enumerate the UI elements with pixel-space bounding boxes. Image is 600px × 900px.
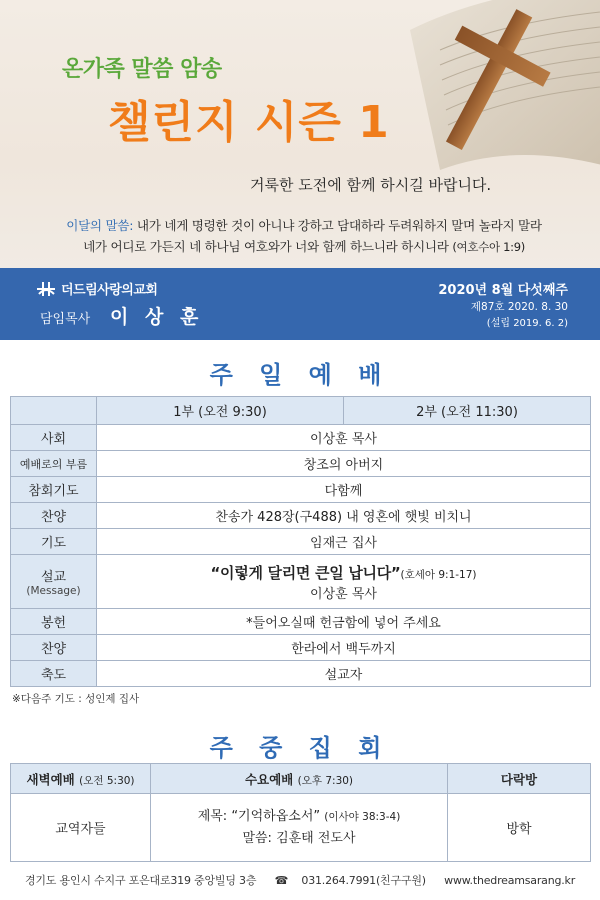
phone-icon: ☎	[274, 874, 289, 887]
row-value: 한라에서 백두까지	[97, 635, 591, 661]
weekday-meetings-title: 주 중 집 회	[209, 734, 391, 762]
service-header-row	[11, 397, 591, 425]
table-row	[11, 661, 591, 687]
wednesday-speaker: 말씀: 김훈태 전도사	[242, 830, 356, 846]
church-info-bar	[0, 268, 600, 340]
bible-cross-image	[370, 0, 600, 200]
row-label: 찬양	[11, 635, 97, 661]
verse-label: 이달의 말씀:	[66, 218, 134, 233]
meetings-header-row	[11, 764, 591, 794]
sermon-preacher: 이상훈 목사	[310, 586, 377, 602]
table-row	[11, 529, 591, 555]
church-address: 경기도 용인시 수지구 포은대로319 중앙빌딩 3층	[24, 874, 257, 887]
dawn-service-leader: 교역자들	[11, 794, 151, 862]
table-row	[11, 477, 591, 503]
row-value: 찬송가 428장(구488) 내 영혼에 햇빛 비치니	[97, 503, 591, 529]
row-value: 창조의 아버지	[97, 451, 591, 477]
pastor-name: 이 상 훈	[110, 306, 204, 328]
church-logo-icon	[35, 280, 57, 298]
row-value: 이상훈 목사	[97, 425, 591, 451]
wednesday-sermon-reference: (이사야 38:3-4)	[324, 810, 401, 823]
row-label: 예배로의 부름	[11, 451, 97, 477]
row-label: 사회	[11, 425, 97, 451]
row-value: 설교자	[97, 661, 591, 687]
sermon-row	[11, 555, 591, 609]
table-row	[11, 425, 591, 451]
banner-subtitle: 온가족 말씀 암송	[62, 57, 222, 82]
banner-title: 챌린지 시즌 1	[108, 97, 390, 148]
row-label: 축도	[11, 661, 97, 687]
sermon-label-ko: 설교	[40, 570, 67, 585]
founded-date: (설립 2019. 6. 2)	[486, 318, 568, 329]
sermon-label-en: (Message)	[26, 585, 81, 597]
table-row	[11, 635, 591, 661]
verse-line-1: 내가 네게 명령한 것이 아니냐 강하고 담대하라 두려워하지 말며 놀라지 말라	[136, 218, 542, 233]
row-value: *들어오실때 헌금함에 넣어 주세요	[97, 609, 591, 635]
issue-date: 2020년 8월 다섯째주	[438, 283, 568, 298]
sermon-title: “이렇게 달리면 큰일 납니다”	[210, 563, 401, 582]
banner-tagline: 거룩한 도전에 함께 하시길 바랍니다.	[250, 176, 492, 194]
table-row	[11, 609, 591, 635]
sermon-reference: (호세아 9:1-17)	[400, 568, 477, 581]
header-banner	[0, 0, 600, 268]
darak-status: 방학	[448, 794, 591, 862]
wednesday-sermon-title: 제목: “기억하옵소서”	[197, 808, 321, 824]
table-row	[11, 451, 591, 477]
row-label: 기도	[11, 529, 97, 555]
meetings-content-row	[11, 794, 591, 862]
verse-reference: (여호수아 1:9)	[452, 240, 525, 254]
website-link[interactable]: www.thedreamsarang.kr	[444, 874, 576, 887]
verse-line-2: 네가 어디로 가든지 네 하나님 여호와가 너와 함께 하느니라 하시니라	[83, 239, 449, 254]
row-label: 참회기도	[11, 477, 97, 503]
sunday-service-table	[10, 396, 591, 687]
table-row	[11, 503, 591, 529]
footer	[0, 872, 600, 888]
row-label: 찬양	[11, 503, 97, 529]
church-logo	[35, 279, 157, 298]
monthly-verse	[14, 215, 594, 258]
sunday-service-title: 주 일 예 배	[209, 361, 391, 389]
row-label: 봉헌	[11, 609, 97, 635]
darak-header: 다락방	[448, 764, 591, 794]
row-value: 다함께	[97, 477, 591, 503]
church-name: 더드림사랑의교회	[61, 283, 158, 298]
dawn-service-header	[11, 764, 151, 794]
wednesday-service-time: (오후 7:30)	[297, 774, 354, 787]
wednesday-service-label: 수요예배	[244, 771, 294, 787]
sermon-cell	[97, 555, 591, 609]
header-blank	[11, 397, 97, 425]
first-service-header: 1부 (오전 9:30)	[97, 397, 344, 425]
wednesday-service-detail	[151, 794, 448, 862]
issue-number: 제87호 2020. 8. 30	[470, 301, 568, 313]
weekday-meetings-table	[10, 763, 591, 862]
dawn-service-time: (오전 5:30)	[79, 774, 135, 787]
second-service-header: 2부 (오전 11:30)	[344, 397, 591, 425]
contact-phone	[270, 874, 431, 887]
row-value: 임재근 집사	[97, 529, 591, 555]
wednesday-service-header	[151, 764, 448, 794]
dawn-service-label: 새벽예배	[26, 771, 75, 787]
pastor-label: 담임목사	[40, 312, 91, 327]
phone-number: 031.264.7991(친구구원)	[301, 874, 426, 887]
sermon-label	[11, 555, 97, 609]
next-week-prayer-note: ※다음주 기도 : 성인제 집사	[12, 693, 140, 705]
